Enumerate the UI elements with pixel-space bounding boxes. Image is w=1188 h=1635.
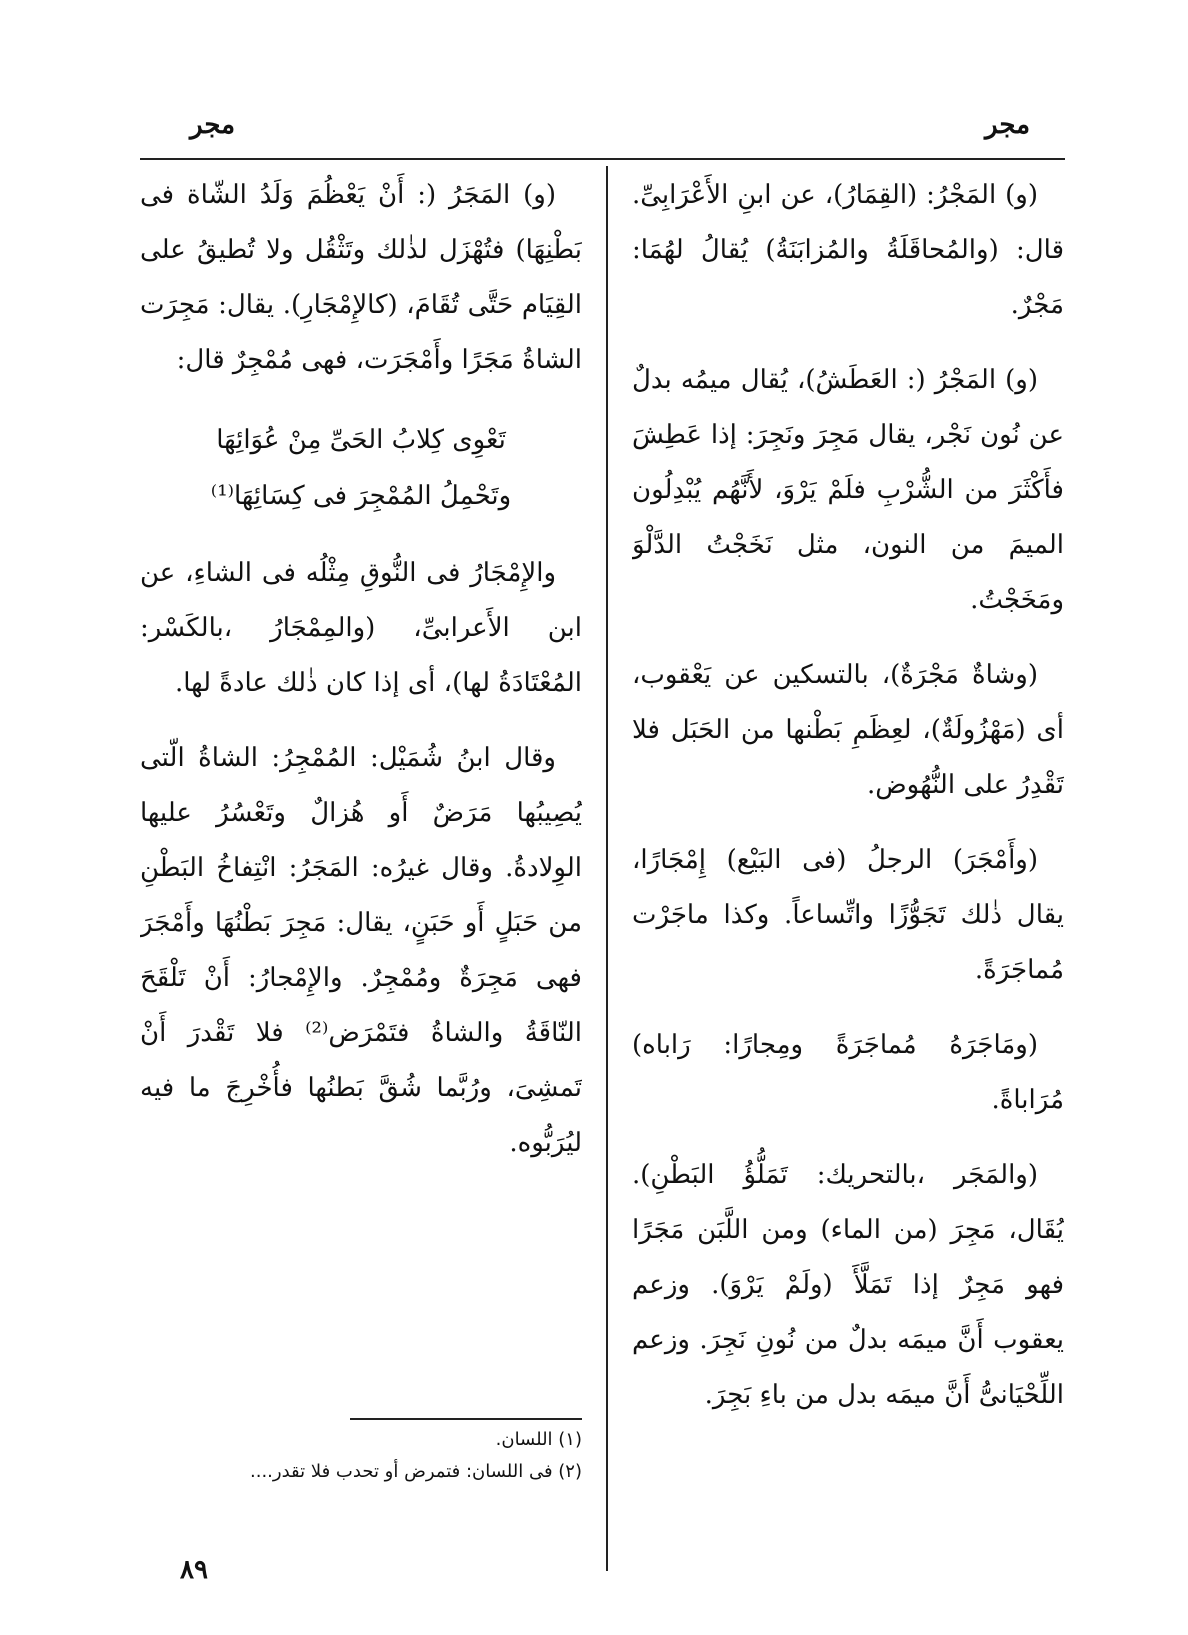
- entry-paragraph: (و) المَجْرُ: (القِمَارُ)، عن ابنِ الأَعْرَابِىِّ. قال: (والمُحاقَلَةُ والمُزابَنَةُ) يُقالُ لهُمَا: مَجْرٌ.: [632, 180, 1064, 320]
- entry-paragraph: (ومَاجَرَهُ مُماجَرَةً ومِجارًا: رَاباه) مُرَاباةً.: [632, 1030, 1064, 1115]
- header-rule: [140, 158, 1065, 160]
- poetry-verse: [140, 412, 582, 524]
- footnotes: [140, 1424, 582, 1488]
- verse-line-1: تَعْوِى كِلابُ الحَىِّ مِنْ عُوَائِهَا: [216, 425, 506, 455]
- entry-paragraph: (والمَجَر ،بالتحريك: تَمَلُّؤُ البَطْنِ). يُقَال، مَجِرَ (من الماء) ومن اللَّبَن مَجَرًا فهو مَجِرٌ إذا تَمَلَّأَ (ولَمْ يَرْوَ). وزعم يعقوب أَنَّ ميمَه بدلٌ من نُونِ نَجِرَ. وزعم اللِّحْيَانىُّ أَنَّ ميمَه بدل من باءِ بَجِرَ.: [632, 1160, 1064, 1410]
- entry-paragraph: والإِمْجَارُ فى النُّوقِ مِثْلُه فى الشاءِ، عن ابن الأَعرابىِّ، (والمِمْجَارُ ،بالكَسْر: المُعْتَادَةُ لها)، أى إذا كان ذٰلك عادةً لها.: [140, 558, 582, 698]
- left-column: [140, 168, 582, 1563]
- column-separator: [606, 166, 608, 1571]
- page-number: ٨٩: [180, 1555, 208, 1585]
- running-header-right: مجر: [985, 110, 1031, 140]
- entry-paragraph: (وشاةٌ مَجْرَةٌ)، بالتسكين عن يَعْقوب، أى (مَهْزُولَةٌ)، لعِظَمِ بَطْنها من الحَبَل فلا تَقْدِرُ على النُّهُوض.: [632, 660, 1064, 800]
- entry-paragraph: (و) المَجَرُ (: أَنْ يَعْظُمَ وَلَدُ الشّاة فى بَطْنِهَا) فتُهْزَل لذٰلك وتَثْقُل ولا تُطيقُ على القِيَام حَتَّى تُقَامَ، (كالإِمْجَارِ). يقال: مَجِرَت الشاةُ مَجَرًا وأَمْجَرَت، فهى مُمْجِرٌ قال:: [140, 180, 582, 375]
- right-column: [632, 168, 1064, 1563]
- verse-line-2: وتَحْمِلُ المُمْجِرَ فى كِسَائِهَا⁽¹⁾: [210, 481, 512, 511]
- entry-paragraph: (و) المَجْرُ (: العَطَشُ)، يُقال ميمُه بدلٌ عن نُون نَجْر، يقال مَجِرَ ونَجِرَ: إذا عَطِشَ فأَكْثَرَ من الشُّرْبِ فلَمْ يَرْوَ، لأَنَّهُم يُبْدِلُون الميمَ من النون، مثل نَخَجْتُ الدَّلْوَ ومَخَجْتُ.: [632, 365, 1064, 615]
- footnote-1: (١) اللسان.: [495, 1429, 582, 1450]
- running-header-left: مجر: [190, 110, 236, 140]
- entry-paragraph: (وأَمْجَرَ) الرجلُ (فى البَيْع) إِمْجَارًا، يقال ذٰلك تَجَوُّزًا واتِّساعاً. وكذا ماجَرْت مُماجَرَةً.: [632, 845, 1064, 985]
- footnote-2: (٢) فى اللسان: فتمرض أو تحدب فلا تقدر....: [250, 1461, 582, 1482]
- footnote-rule: [350, 1418, 582, 1420]
- entry-paragraph: وقال ابنُ شُمَيْل: المُمْجِرُ: الشاةُ الّتى يُصِيبُها مَرَضٌ أَو هُزالٌ وتَعْسُرُ عليها الوِلادةُ. وقال غيرُه: المَجَرُ: انْتِفاخُ البَطْنِ من حَبَلٍ أَو حَبَنٍ، يقال: مَجِرَ بَطْنُهَا وأَمْجَرَ فهى مَجِرَةٌ ومُمْجِرٌ. والإِمْجارُ: أَنْ تَلْقَحَ النّاقَةُ والشاةُ فتَمْرَض⁽²⁾ فلا تَقْدرَ أَنْ تَمشِىَ، ورُبَّما شُقَّ بَطنُها فأُخْرِجَ ما فيه ليُرَبُّوه.: [140, 743, 582, 1158]
